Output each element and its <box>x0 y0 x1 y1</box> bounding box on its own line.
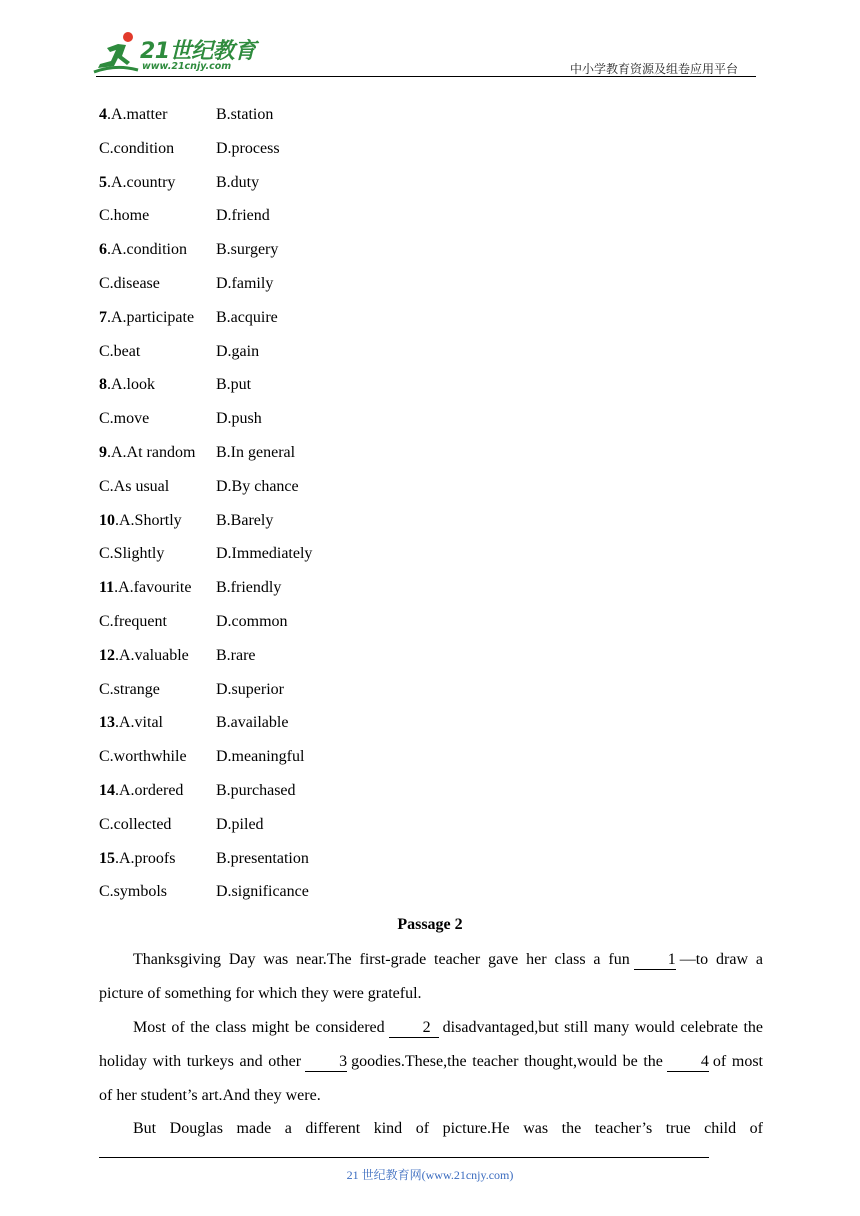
blank-3: 3 <box>305 1053 347 1072</box>
header-divider <box>96 76 756 77</box>
option-c: C.As usual <box>99 477 170 495</box>
option-a-text: .A.ordered <box>115 781 184 799</box>
paragraph-1 <box>99 943 763 1011</box>
option-c: C.home <box>99 207 150 225</box>
option-d: D.superior <box>216 680 284 698</box>
logo-url: www.21cnjy.com <box>142 61 232 72</box>
question-number: 5 <box>99 173 107 191</box>
option-a-text: .A.matter <box>107 106 168 123</box>
option-c: C.beat <box>99 342 141 360</box>
option-d: D.family <box>216 274 274 292</box>
option-a-text: .A.look <box>107 376 155 394</box>
option-c: C.condition <box>99 139 175 157</box>
paragraph-3 <box>99 1112 763 1146</box>
option-c: C.Slightly <box>99 545 165 563</box>
paragraph-text: goodies.These,the teacher thought,would be the <box>351 1052 663 1070</box>
question-number: 8 <box>99 376 107 394</box>
question-number: 10 <box>99 511 115 529</box>
question-number: 12 <box>99 646 115 664</box>
footer-divider <box>99 1157 709 1158</box>
option-a-text: .A.favourite <box>114 579 192 597</box>
passage-title: Passage 2 <box>397 916 463 933</box>
footer-source: 21 世纪教育网(www.21cnjy.com) <box>346 1168 514 1182</box>
page-header <box>0 0 860 90</box>
option-b: B.duty <box>216 173 260 191</box>
option-c: C.symbols <box>99 883 168 901</box>
question-number: 11 <box>99 579 115 597</box>
paragraph-text: —to draw a picture of something for which they were grateful. <box>99 951 764 1002</box>
option-a <box>99 374 155 396</box>
option-c: C.move <box>99 410 150 428</box>
option-a <box>99 239 187 261</box>
blank-4: 4 <box>667 1053 709 1072</box>
option-a <box>99 104 167 126</box>
option-c: C.worthwhile <box>99 748 187 766</box>
option-a-text: .A.vital <box>115 714 163 732</box>
option-a-text: .A.At random <box>107 443 196 461</box>
option-b: B.put <box>216 376 252 394</box>
option-a-text: .A.proofs <box>115 849 176 867</box>
option-d: D.common <box>216 612 288 630</box>
option-a <box>99 645 189 667</box>
paragraph-text: of most of her student’s art.And they were. <box>99 1052 763 1104</box>
paragraph-text: Most of the class might be considered <box>133 1019 385 1036</box>
option-d: D.Immediately <box>216 545 313 563</box>
option-c: C.frequent <box>99 612 167 630</box>
question-number: 6 <box>99 241 107 259</box>
option-a <box>99 172 175 194</box>
question-number: 4 <box>99 106 107 123</box>
option-a <box>99 848 175 870</box>
option-a-text: .A.participate <box>107 308 195 326</box>
paragraph-2 <box>99 1011 763 1112</box>
paragraph-text: disadvantaged,but still many would celebrate the holiday with turkeys and other <box>99 1019 764 1070</box>
option-b: B.presentation <box>216 849 309 867</box>
question-number: 13 <box>99 714 115 732</box>
option-b: B.In general <box>216 443 296 461</box>
paragraph-text: Thanksgiving Day was near.The first-grade teacher gave her class a fun <box>133 951 630 968</box>
option-b: B.purchased <box>216 781 296 799</box>
option-b: B.available <box>216 714 289 732</box>
paragraph-text: But Douglas made a different kind of picture.He was the teacher’s true child of <box>133 1120 763 1137</box>
option-d: D.meaningful <box>216 748 305 766</box>
option-d: D.By chance <box>216 477 299 495</box>
option-d: D.friend <box>216 207 270 225</box>
option-a-text: .A.condition <box>107 241 187 259</box>
option-a <box>99 577 191 599</box>
option-a-text: .A.country <box>107 173 176 191</box>
logo-title: 21世纪教育 <box>140 39 256 64</box>
option-d: D.piled <box>216 815 264 833</box>
option-a <box>99 780 183 802</box>
option-a <box>99 442 195 464</box>
header-tagline: 中小学教育资源及组卷应用平台 <box>570 62 739 76</box>
option-d: D.push <box>216 410 262 428</box>
option-a <box>99 712 163 734</box>
option-b: B.station <box>216 106 274 123</box>
option-c: C.disease <box>99 274 160 292</box>
runner-logo-icon <box>92 30 140 76</box>
option-a-text: .A.Shortly <box>115 511 182 529</box>
blank-2: 2 <box>389 1019 439 1038</box>
option-a <box>99 510 182 532</box>
option-b: B.acquire <box>216 308 278 326</box>
option-b: B.Barely <box>216 511 274 529</box>
option-b: B.rare <box>216 646 256 664</box>
option-a-text: .A.valuable <box>115 646 189 664</box>
option-d: D.gain <box>216 342 260 360</box>
site-logo <box>92 30 262 78</box>
option-a <box>99 307 194 329</box>
question-number: 9 <box>99 443 107 461</box>
question-number: 7 <box>99 308 107 326</box>
question-number: 15 <box>99 849 115 867</box>
option-d: D.process <box>216 139 280 157</box>
option-c: C.collected <box>99 815 172 833</box>
option-b: B.surgery <box>216 241 279 259</box>
option-d: D.significance <box>216 883 309 901</box>
blank-1: 1 <box>634 951 676 970</box>
option-b: B.friendly <box>216 579 282 597</box>
question-number: 14 <box>99 781 115 799</box>
option-c: C.strange <box>99 680 160 698</box>
